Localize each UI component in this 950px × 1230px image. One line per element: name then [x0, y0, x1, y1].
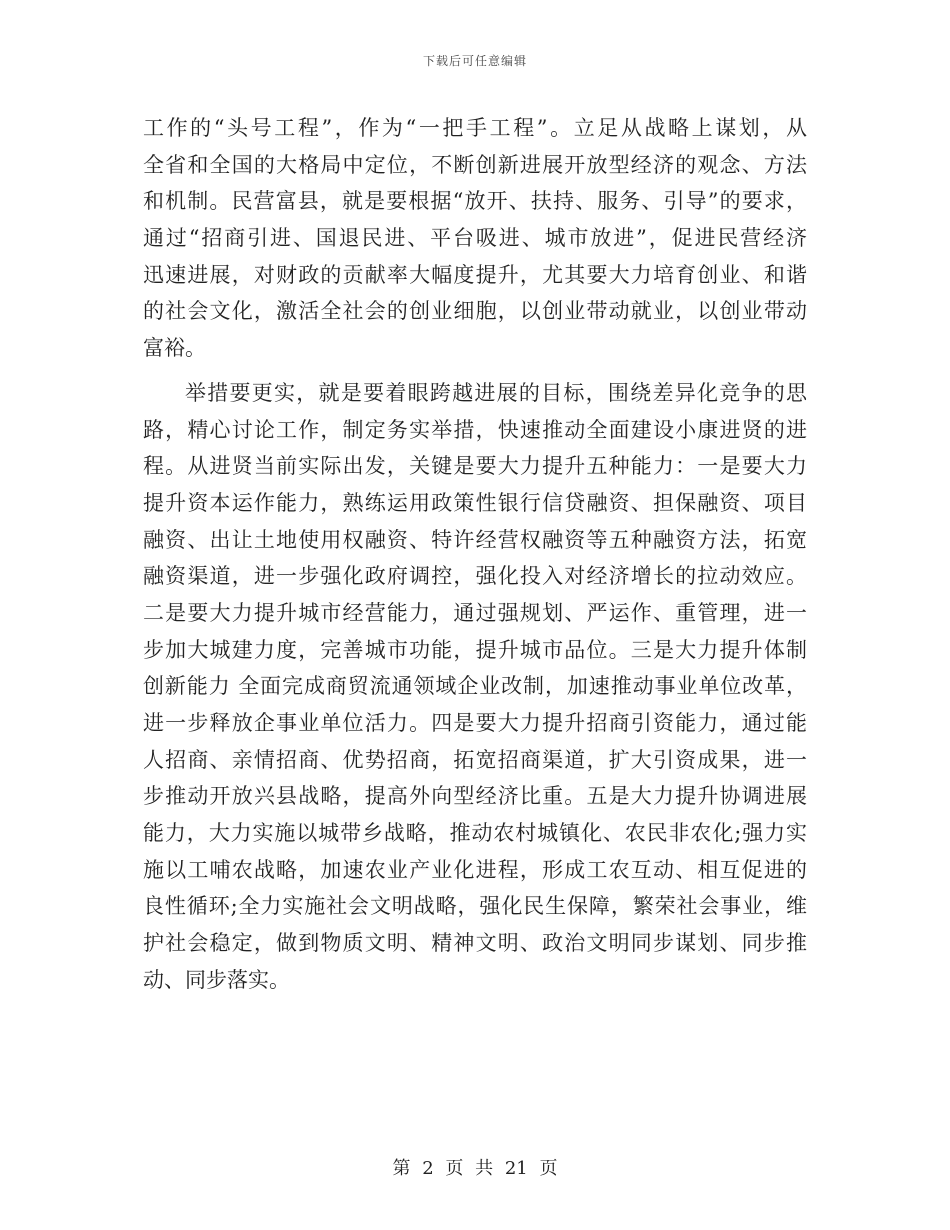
text-line: 迅速进展，对财政的贡献率大幅度提升，尤其要大力培育创业、和谐: [143, 262, 807, 287]
text-line: 路，精心讨论工作，制定务实举措，快速推动全面建设小康进贤的进: [143, 417, 807, 442]
text-line: 融资渠道，进一步强化政府调控，强化投入对经济增长的拉动效应。: [143, 564, 807, 589]
text-line: 进一步释放企事业单位活力。四是要大力提升招商引资能力，通过能: [143, 711, 807, 735]
document-body: [143, 110, 807, 999]
text-line: 二是要大力提升城市经营能力，通过强规划、严运作、重管理，进一: [143, 600, 807, 625]
text-line: 良性循环;全力实施社会文明战略，强化民生保障，繁荣社会事业，维: [143, 894, 807, 919]
text-line: 创新能力 全面完成商贸流通领域企业改制，加速推动事业单位改革，: [143, 674, 807, 699]
text-line: 融资、出让土地使用权融资、特许经营权融资等五种融资方法，拓宽: [143, 527, 807, 552]
paragraph-2: [143, 375, 807, 999]
page-number-footer: 第 2 页 共 21 页: [392, 1158, 558, 1179]
text-line: 程。从进贤当前实际出发，关键是要大力提升五种能力：一是要大力: [143, 454, 807, 479]
text-line: 举措要更实，就是要着眼跨越进展的目标，围绕差异化竞争的思: [185, 380, 807, 405]
text-line: 步加大城建力度，完善城市功能，提升城市品位。三是大力提升体制: [143, 637, 807, 662]
text-line: 全省和全国的大格局中定位，不断创新进展开放型经济的观念、方法: [143, 152, 807, 177]
page-header-note: 下载后可任意编辑: [422, 54, 527, 68]
text-line: 的社会文化，激活全社会的创业细胞，以创业带动就业，以创业带动: [143, 299, 807, 324]
text-line: 人招商、亲情招商、优势招商，拓宽招商渠道，扩大引资成果，进一: [143, 747, 807, 772]
text-line: 护社会稳定，做到物质文明、精神文明、政治文明同步谋划、同步推: [143, 931, 807, 956]
paragraph-gap: [143, 367, 807, 375]
text-line: 施以工哺农战略，加速农业产业化进程，形成工农互动、相互促进的: [143, 857, 807, 882]
text-line: 步推动开放兴县战略，提高外向型经济比重。五是大力提升协调进展: [143, 784, 807, 809]
paragraph-1: [143, 110, 807, 367]
text-line: 动、同步落实。: [143, 967, 290, 992]
text-line: 通过“招商引进、国退民进、平台吸进、城市放进”，促进民营经济: [143, 226, 807, 251]
text-line: 能力，大力实施以城带乡战略，推动农村城镇化、农民非农化;强力实: [143, 821, 807, 846]
text-line: 工作的“头号工程”，作为“一把手工程”。立足从战略上谋划，从: [143, 116, 807, 140]
text-line: 提升资本运作能力，熟练运用政策性银行信贷融资、担保融资、项目: [143, 490, 807, 515]
text-line: 富裕。: [143, 336, 206, 361]
text-line: 和机制。民营富县，就是要根据“放开、扶持、服务、引导”的要求，: [143, 189, 807, 214]
